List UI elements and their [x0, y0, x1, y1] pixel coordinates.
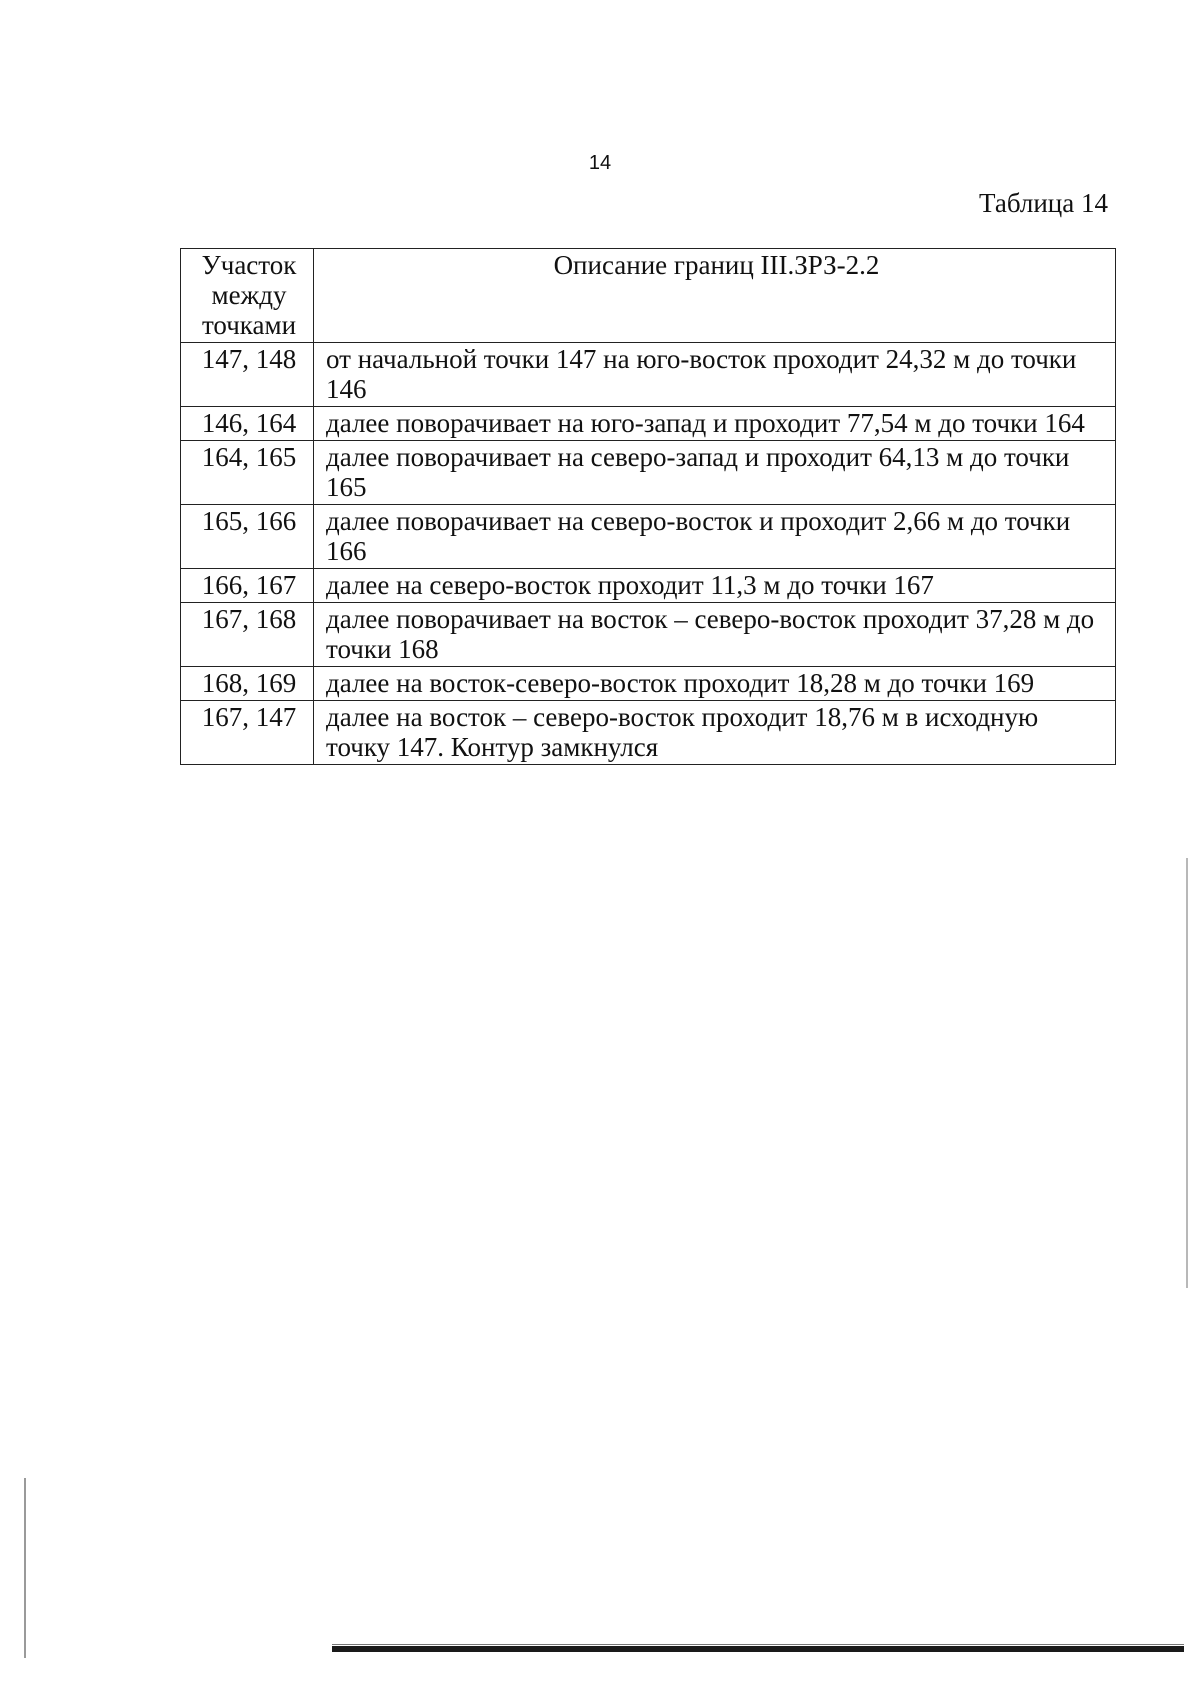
row-points: 168, 169: [181, 667, 314, 701]
table-row: [181, 603, 1116, 667]
page-number: 14: [588, 152, 612, 174]
table-row: [181, 701, 1116, 765]
row-points: 166, 167: [181, 569, 314, 603]
table-row: [181, 569, 1116, 603]
row-description: от начальной точки 147 на юго-восток проходит 24,32 м до точки 146: [314, 343, 1116, 407]
row-points: 165, 166: [181, 505, 314, 569]
scan-artifact-line: [332, 1644, 1184, 1645]
table-row: [181, 505, 1116, 569]
row-description: далее поворачивает на юго-запад и проходит 77,54 м до точки 164: [314, 407, 1116, 441]
header-points: Участок между точками: [181, 249, 314, 343]
table-caption: Таблица 14: [979, 188, 1108, 218]
table-row: [181, 407, 1116, 441]
scan-artifact-bar: [332, 1646, 1184, 1652]
row-description: далее поворачивает на северо-восток и проходит 2,66 м до точки 166: [314, 505, 1116, 569]
row-description: далее поворачивает на северо-запад и проходит 64,13 м до точки 165: [314, 441, 1116, 505]
table-row: [181, 667, 1116, 701]
row-points: 146, 164: [181, 407, 314, 441]
boundary-description-table: [180, 248, 1116, 765]
table-row: [181, 343, 1116, 407]
header-description: Описание границ III.ЗРЗ-2.2: [314, 249, 1116, 343]
row-points: 167, 147: [181, 701, 314, 765]
row-description: далее поворачивает на восток – северо-восток проходит 37,28 м до точки 168: [314, 603, 1116, 667]
scan-artifact-line: [24, 1478, 26, 1658]
row-description: далее на северо-восток проходит 11,3 м до точки 167: [314, 569, 1116, 603]
row-description: далее на восток – северо-восток проходит 18,76 м в исходную точку 147. Контур замкнулся: [314, 701, 1116, 765]
row-description: далее на восток-северо-восток проходит 18,28 м до точки 169: [314, 667, 1116, 701]
row-points: 167, 168: [181, 603, 314, 667]
table-row: [181, 441, 1116, 505]
scan-artifact-line: [1186, 858, 1188, 1288]
row-points: 164, 165: [181, 441, 314, 505]
row-points: 147, 148: [181, 343, 314, 407]
table-header-row: [181, 249, 1116, 343]
